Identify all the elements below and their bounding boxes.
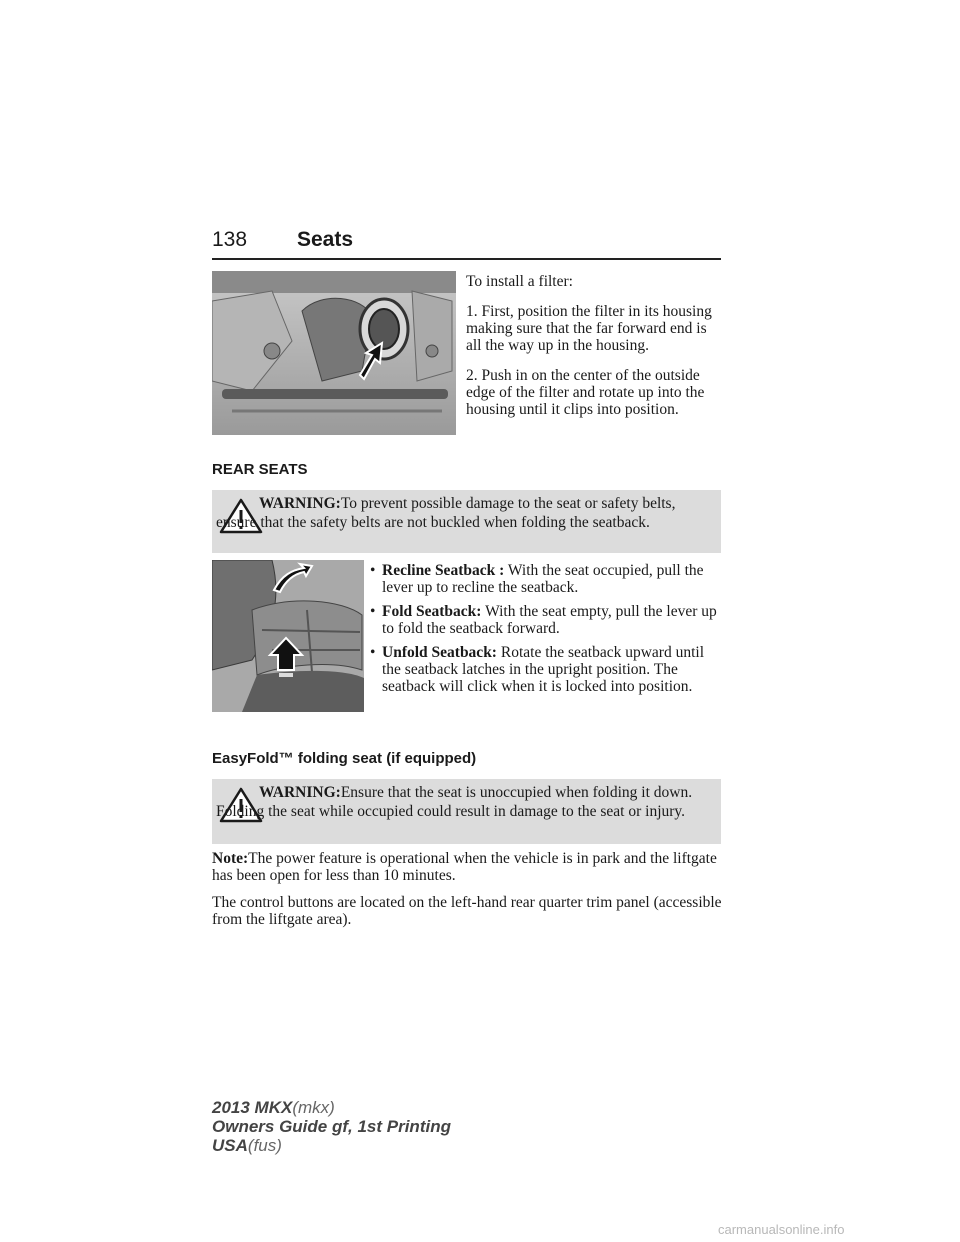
rear-seats-heading: REAR SEATS [212,461,308,478]
rear-seat-bullet-list [372,562,724,702]
note-label: Note: [212,850,249,867]
bullet-fold-seatback: • Fold Seatback: With the seat empty, pull the lever up to fold the seatback forward. [370,603,717,637]
footer-market-code: (fus) [247,1136,282,1155]
install-filter-intro: To install a filter: [466,273,573,290]
note-text: The power feature is operational when the vehicle is in park and the liftgate has been open for less than 10 minutes. [212,850,717,884]
warning-label: WARNING: [259,495,341,512]
footer-line-2 [212,1117,451,1136]
easyfold-paragraph: The control buttons are located on the left-hand rear quarter trim panel (accessible from the liftgate area). [212,894,722,928]
filter-housing-drawing [212,271,456,435]
warning-body: To prevent possible damage to the seat or safety belts, ensure that the safety belts are not buckled when folding the seatback. [216,495,676,531]
easyfold-note [212,850,724,884]
footer-model: 2013 MKX [212,1098,293,1117]
bullet-unfold-seatback: • Unfold Seatback: Rotate the seatback upward until the seatback latches in the upright position. The seatback will click when it is locked into position. [370,644,705,695]
bullet-label: Unfold Seatback: [382,644,497,661]
footer-guide-title: Owners Guide gf, 1st Printing [212,1117,451,1136]
footer-market: USA [212,1136,248,1155]
easyfold-warning-text [216,783,716,821]
easyfold-warning [212,779,721,844]
footer-model-code: (mkx) [292,1098,335,1117]
filter-housing-illustration [212,271,456,435]
warning-label: WARNING: [259,784,341,801]
bullet-text: Rotate the seatback upward until the seatback latches in the upright position. The seatback will click when it is locked into position. [382,644,705,695]
install-filter-instructions [466,273,724,431]
watermark: carmanualsonline.info [718,1222,845,1237]
document-footer [212,1098,451,1155]
bullet-label: Recline Seatback : [382,562,505,579]
rear-seats-warning-text [216,494,716,532]
bullet-recline-seatback: • Recline Seatback : With the seat occupied, pull the lever up to recline the seatback. [370,562,704,596]
header-divider [212,258,721,260]
footer-line-3 [212,1136,451,1155]
rear-seat-illustration [212,560,364,712]
section-title: Seats [297,228,354,251]
footer-line-1 [212,1098,451,1117]
rear-seats-warning [212,490,721,553]
warning-body: Ensure that the seat is unoccupied when folding it down. Folding the seat while occupied could result in damage to the seat or injury. [216,784,693,820]
bullet-label: Fold Seatback: [382,603,482,620]
install-filter-step-1: 1. First, position the filter in its housing making sure that the far forward end is all the way up in the housing. [466,303,712,354]
easyfold-body [212,850,724,938]
page-number: 138 [212,228,248,251]
bullet-text: With the seat occupied, pull the lever up to recline the seatback. [382,562,704,596]
install-filter-step-2: 2. Push in on the center of the outside edge of the filter and rotate up into the housing until it clips into position. [466,367,705,418]
rear-seat-drawing [212,560,364,712]
easyfold-heading: EasyFold™ folding seat (if equipped) [212,750,477,767]
bullet-text: With the seat empty, pull the lever up to fold the seatback forward. [382,603,717,637]
